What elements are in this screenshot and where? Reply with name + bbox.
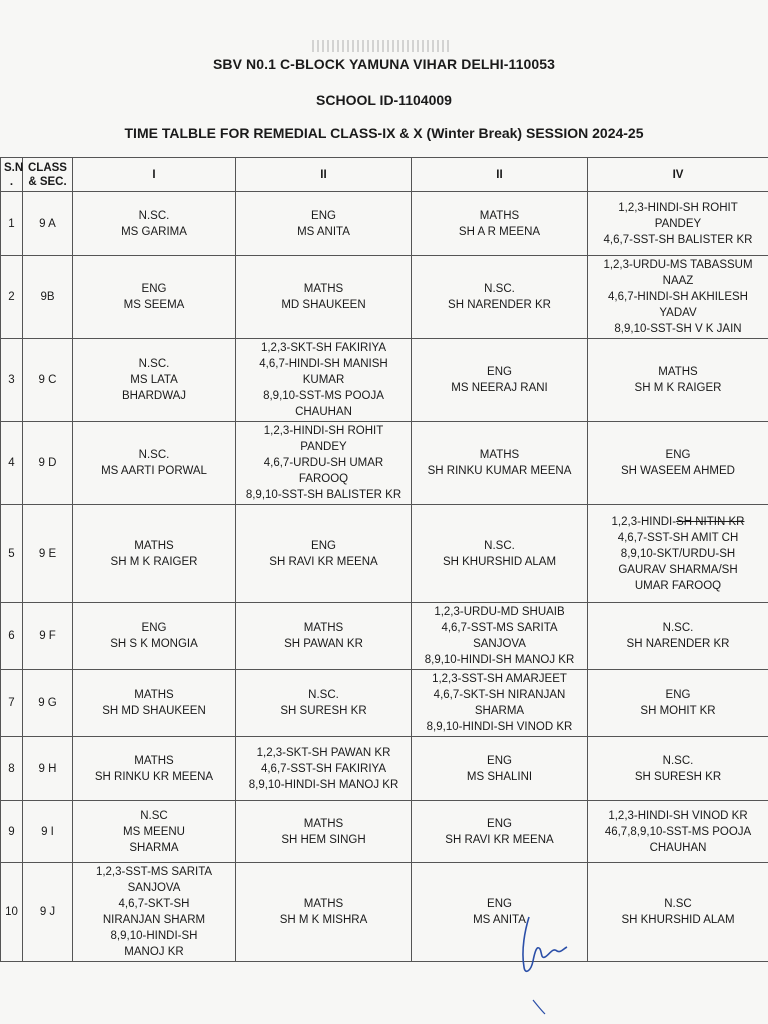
header-row [1,158,768,192]
period-1-cell [73,422,236,505]
class-cell: 9 G [23,670,73,737]
cell-line: N.SC. [484,283,515,295]
period-2-cell [236,505,412,603]
period-3-cell [412,192,588,256]
cell-line: SH MD SHAUKEEN [102,705,206,717]
cell-line: SH KHURSHID ALAM [621,914,735,926]
cell-line: SHARMA [474,705,525,717]
period-2-cell [236,670,412,737]
cell-line: NAAZ [662,275,694,287]
cell-line: N.SC. [138,449,170,461]
cell-line: MS NEERAJ RANI [451,382,548,394]
period-1-cell [73,192,236,256]
serial-cell: 8 [1,737,23,801]
period-4-cell [588,670,768,737]
cell-line: GAURAV SHARMA/SH [618,563,738,576]
cell-line: SH SURESH KR [634,770,722,783]
period-4-cell [588,422,768,505]
cell-line: MATHS [479,449,520,461]
period-4-cell [588,863,768,962]
cell-line: SH S K MONGIA [110,638,198,650]
period-1-cell [73,670,236,737]
cell-line: 1,2,3-URDU-MS TABASSUM [603,259,753,271]
cell-line: SH M K MISHRA [279,914,368,926]
cell-line: 4,6,7-SST-SH BALISTER KR [603,233,753,246]
cell-line: ENG [487,817,512,830]
table-row [1,256,768,339]
period-2-cell [236,192,412,256]
cell-line: ENG [665,689,691,701]
cell-line: 8,9,10-SKT/URDU-SH [620,547,736,560]
cell-line: 4,6,7-HINDI-SH AKHILESH [608,291,748,303]
class-cell: 9B [23,256,73,339]
cell-line: SH NARENDER KR [626,638,730,650]
table-row [1,603,768,670]
faded-stamp-mark [312,40,452,52]
table-row [1,422,768,505]
serial-cell: 1 [1,192,23,256]
serial-cell: 2 [1,256,23,339]
cell-line: MATHS [303,622,344,634]
period-2-cell [236,339,412,422]
cell-line: MATHS [303,283,344,295]
cell-line: FAROOQ [298,473,349,485]
serial-cell: 7 [1,670,23,737]
serial-cell: 4 [1,422,23,505]
signature [515,905,575,1015]
cell-line: SH RAVI KR MEENA [445,833,554,846]
cell-line: SH A R MEENA [458,225,541,238]
period-2-cell [236,737,412,801]
header-period-1: I [73,158,236,192]
cell-line: 8,9,10-SST-SH BALISTER KR [245,489,402,501]
period-2-cell [236,801,412,863]
cell-line: 8,9,10-HINDI-SH MANOJ KR [248,778,399,791]
period-2-cell [236,863,412,962]
timetable [0,157,768,962]
cell-line: SANJOVA [473,638,526,650]
cell-line: ENG [665,449,691,461]
class-cell: 9 I [23,801,73,863]
cell-line: ENG [487,898,512,910]
class-cell: 9 H [23,737,73,801]
class-cell: 9 A [23,192,73,256]
cell-line: N.SC. [138,358,170,370]
cell-line: 8,9,10-HINDI-SH [110,930,198,942]
serial-cell: 10 [1,863,23,962]
cell-line: PANDEY [300,441,347,453]
cell-line: 8,9,10-HINDI-SH VINOD KR [426,721,573,733]
period-3-cell [412,505,588,603]
cell-line: SH HEM SINGH [281,833,366,846]
serial-cell: 6 [1,603,23,670]
cell-line: UMAR FAROOQ [634,579,722,592]
cell-line: KUMAR [302,374,345,386]
cell-line: ENG [141,283,167,295]
serial-cell: 9 [1,801,23,863]
table-row [1,863,768,962]
period-1-cell [73,505,236,603]
period-4-cell [588,505,768,603]
cell-line: 1,2,3-HINDI-SH ROHIT [618,201,738,214]
document-title: TIME TALBLE FOR REMEDIAL CLASS-IX & X (Winter Break) SESSION 2024-25 [124,125,644,141]
cell-line: 1,2,3-SKT-SH PAWAN KR [256,746,391,759]
period-4-cell [588,256,768,339]
cell-line: PANDEY [654,217,702,230]
cell-line: MS GARIMA [121,225,187,238]
cell-line: MS AARTI PORWAL [101,465,207,477]
struck-text: SH NITIN KR [676,515,745,528]
cell-line: 46,7,8,9,10-SST-MS POOJA [604,825,752,838]
period-1-cell [73,256,236,339]
cell-line: MATHS [658,366,698,378]
cell-line: 1,2,3-HINDI-SH ROHIT [263,425,384,437]
cell-line: N.SC. [662,754,694,767]
cell-line: 1,2,3-SST-SH AMARJEET [432,673,567,685]
cell-line: SHARMA [129,841,179,854]
class-cell: 9 E [23,505,73,603]
cell-line: SH M K RAIGER [110,555,198,568]
cell-line: N.SC [664,898,692,910]
cell-line: CHAUHAN [649,841,707,854]
period-1-cell [73,737,236,801]
cell-line: MS MEENU [123,825,185,838]
header-sn: S.N . [1,158,23,192]
serial-cell: 3 [1,339,23,422]
class-cell: 9 F [23,603,73,670]
period-2-cell [236,256,412,339]
cell-line: 4,6,7-URDU-SH UMAR [263,457,384,469]
cell-line: SH RINKU KR MEENA [94,770,214,783]
cell-line: MATHS [134,689,174,701]
class-cell: 9 C [23,339,73,422]
period-3-cell [412,256,588,339]
period-2-cell [236,603,412,670]
period-3-cell [412,670,588,737]
cell-line: SH SURESH KR [280,705,367,717]
table-row [1,505,768,603]
cell-line: MS LATA [130,374,178,386]
cell-line: SH NARENDER KR [448,299,551,311]
period-4-cell [588,801,768,863]
header-class: CLASS & SEC. [23,158,73,192]
cell-line: NIRANJAN SHARM [102,914,206,926]
class-cell: 9 D [23,422,73,505]
period-3-cell [412,801,588,863]
cell-line: ENG [311,539,336,552]
cell-line: SH MOHIT KR [640,705,716,717]
cell-line: MS SEEMA [123,299,185,311]
cell-line: 1,2,3-HINDI-SH VINOD KR [608,809,748,822]
cell-line: 4,6,7-SKT-SH NIRANJAN [433,689,566,701]
cell-line: 4,6,7-HINDI-SH MANISH [259,358,388,370]
cell-line: ENG [311,209,336,222]
cell-text: 1,2,3-HINDI- [611,515,677,528]
table-row [1,670,768,737]
cell-line: MS ANITA [473,914,526,926]
cell-line: CHAUHAN [295,406,352,418]
period-1-cell [73,603,236,670]
cell-line: N.SC. [308,689,339,701]
cell-line: N.SC. [662,622,694,634]
period-4-cell [588,737,768,801]
cell-line: ENG [487,366,512,378]
cell-line: 1,2,3-SKT-SH FAKIRIYA [260,342,387,354]
cell-line: BHARDWAJ [121,390,187,402]
period-3-cell [412,422,588,505]
cell-line: SH PAWAN KR [284,638,363,650]
period-3-cell [412,603,588,670]
cell-line: SANJOVA [127,882,181,894]
period-1-cell [73,339,236,422]
school-name: SBV N0.1 C-BLOCK YAMUNA VIHAR DELHI-110053 [212,56,556,72]
cell-line: 4,6,7-SST-SH AMIT CH [617,531,739,544]
cell-line: 4,6,7-SST-SH FAKIRIYA [260,762,387,775]
header-period-3: II [412,158,588,192]
cell-line: SH RINKU KUMAR MEENA [427,465,572,477]
table-row [1,737,768,801]
serial-cell: 5 [1,505,23,603]
cell-line: 4,6,7-SKT-SH [118,898,190,910]
cell-line: MS SHALINI [466,770,533,783]
cell-line: MATHS [303,898,344,910]
cell-line: 1,2,3-SST-MS SARITA [95,866,213,878]
period-4-cell [588,339,768,422]
cell-line: MATHS [303,817,344,830]
cell-line: 8,9,10-HINDI-SH MANOJ KR [424,654,575,666]
period-3-cell [412,737,588,801]
school-id: SCHOOL ID-1104009 [316,92,452,108]
table-row [1,801,768,863]
period-2-cell [236,422,412,505]
cell-line: YADAV [659,307,697,319]
cell-line: MANOJ KR [124,946,184,958]
cell-line [591,514,765,530]
cell-line: MS ANITA [297,225,350,238]
period-4-cell [588,603,768,670]
cell-line: 8,9,10-SST-SH V K JAIN [614,323,742,335]
period-3-cell [412,339,588,422]
header-period-2: II [236,158,412,192]
cell-line: ENG [487,754,512,767]
table-row [1,192,768,256]
cell-line: N.SC [140,809,168,822]
cell-line: SH KHURSHID ALAM [442,555,557,568]
cell-line: SH RAVI KR MEENA [269,555,378,568]
cell-line: MD SHAUKEEN [281,299,366,311]
cell-line: 1,2,3-URDU-MD SHUAIB [434,606,565,618]
cell-line: SH WASEEM AHMED [621,465,735,477]
period-1-cell [73,801,236,863]
class-cell: 9 J [23,863,73,962]
cell-line: SH M K RAIGER [634,382,722,394]
cell-line: ENG [141,622,167,634]
cell-line: MATHS [134,754,174,767]
cell-line: N.SC. [138,209,170,222]
period-4-cell [588,192,768,256]
header-period-4: IV [588,158,768,192]
cell-line: MATHS [134,539,174,552]
cell-line: MATHS [479,209,520,222]
cell-line: 4,6,7-SST-MS SARITA [441,622,558,634]
period-1-cell [73,863,236,962]
cell-line: N.SC. [484,539,515,552]
cell-line: 8,9,10-SST-MS POOJA [263,390,384,402]
table-row [1,339,768,422]
